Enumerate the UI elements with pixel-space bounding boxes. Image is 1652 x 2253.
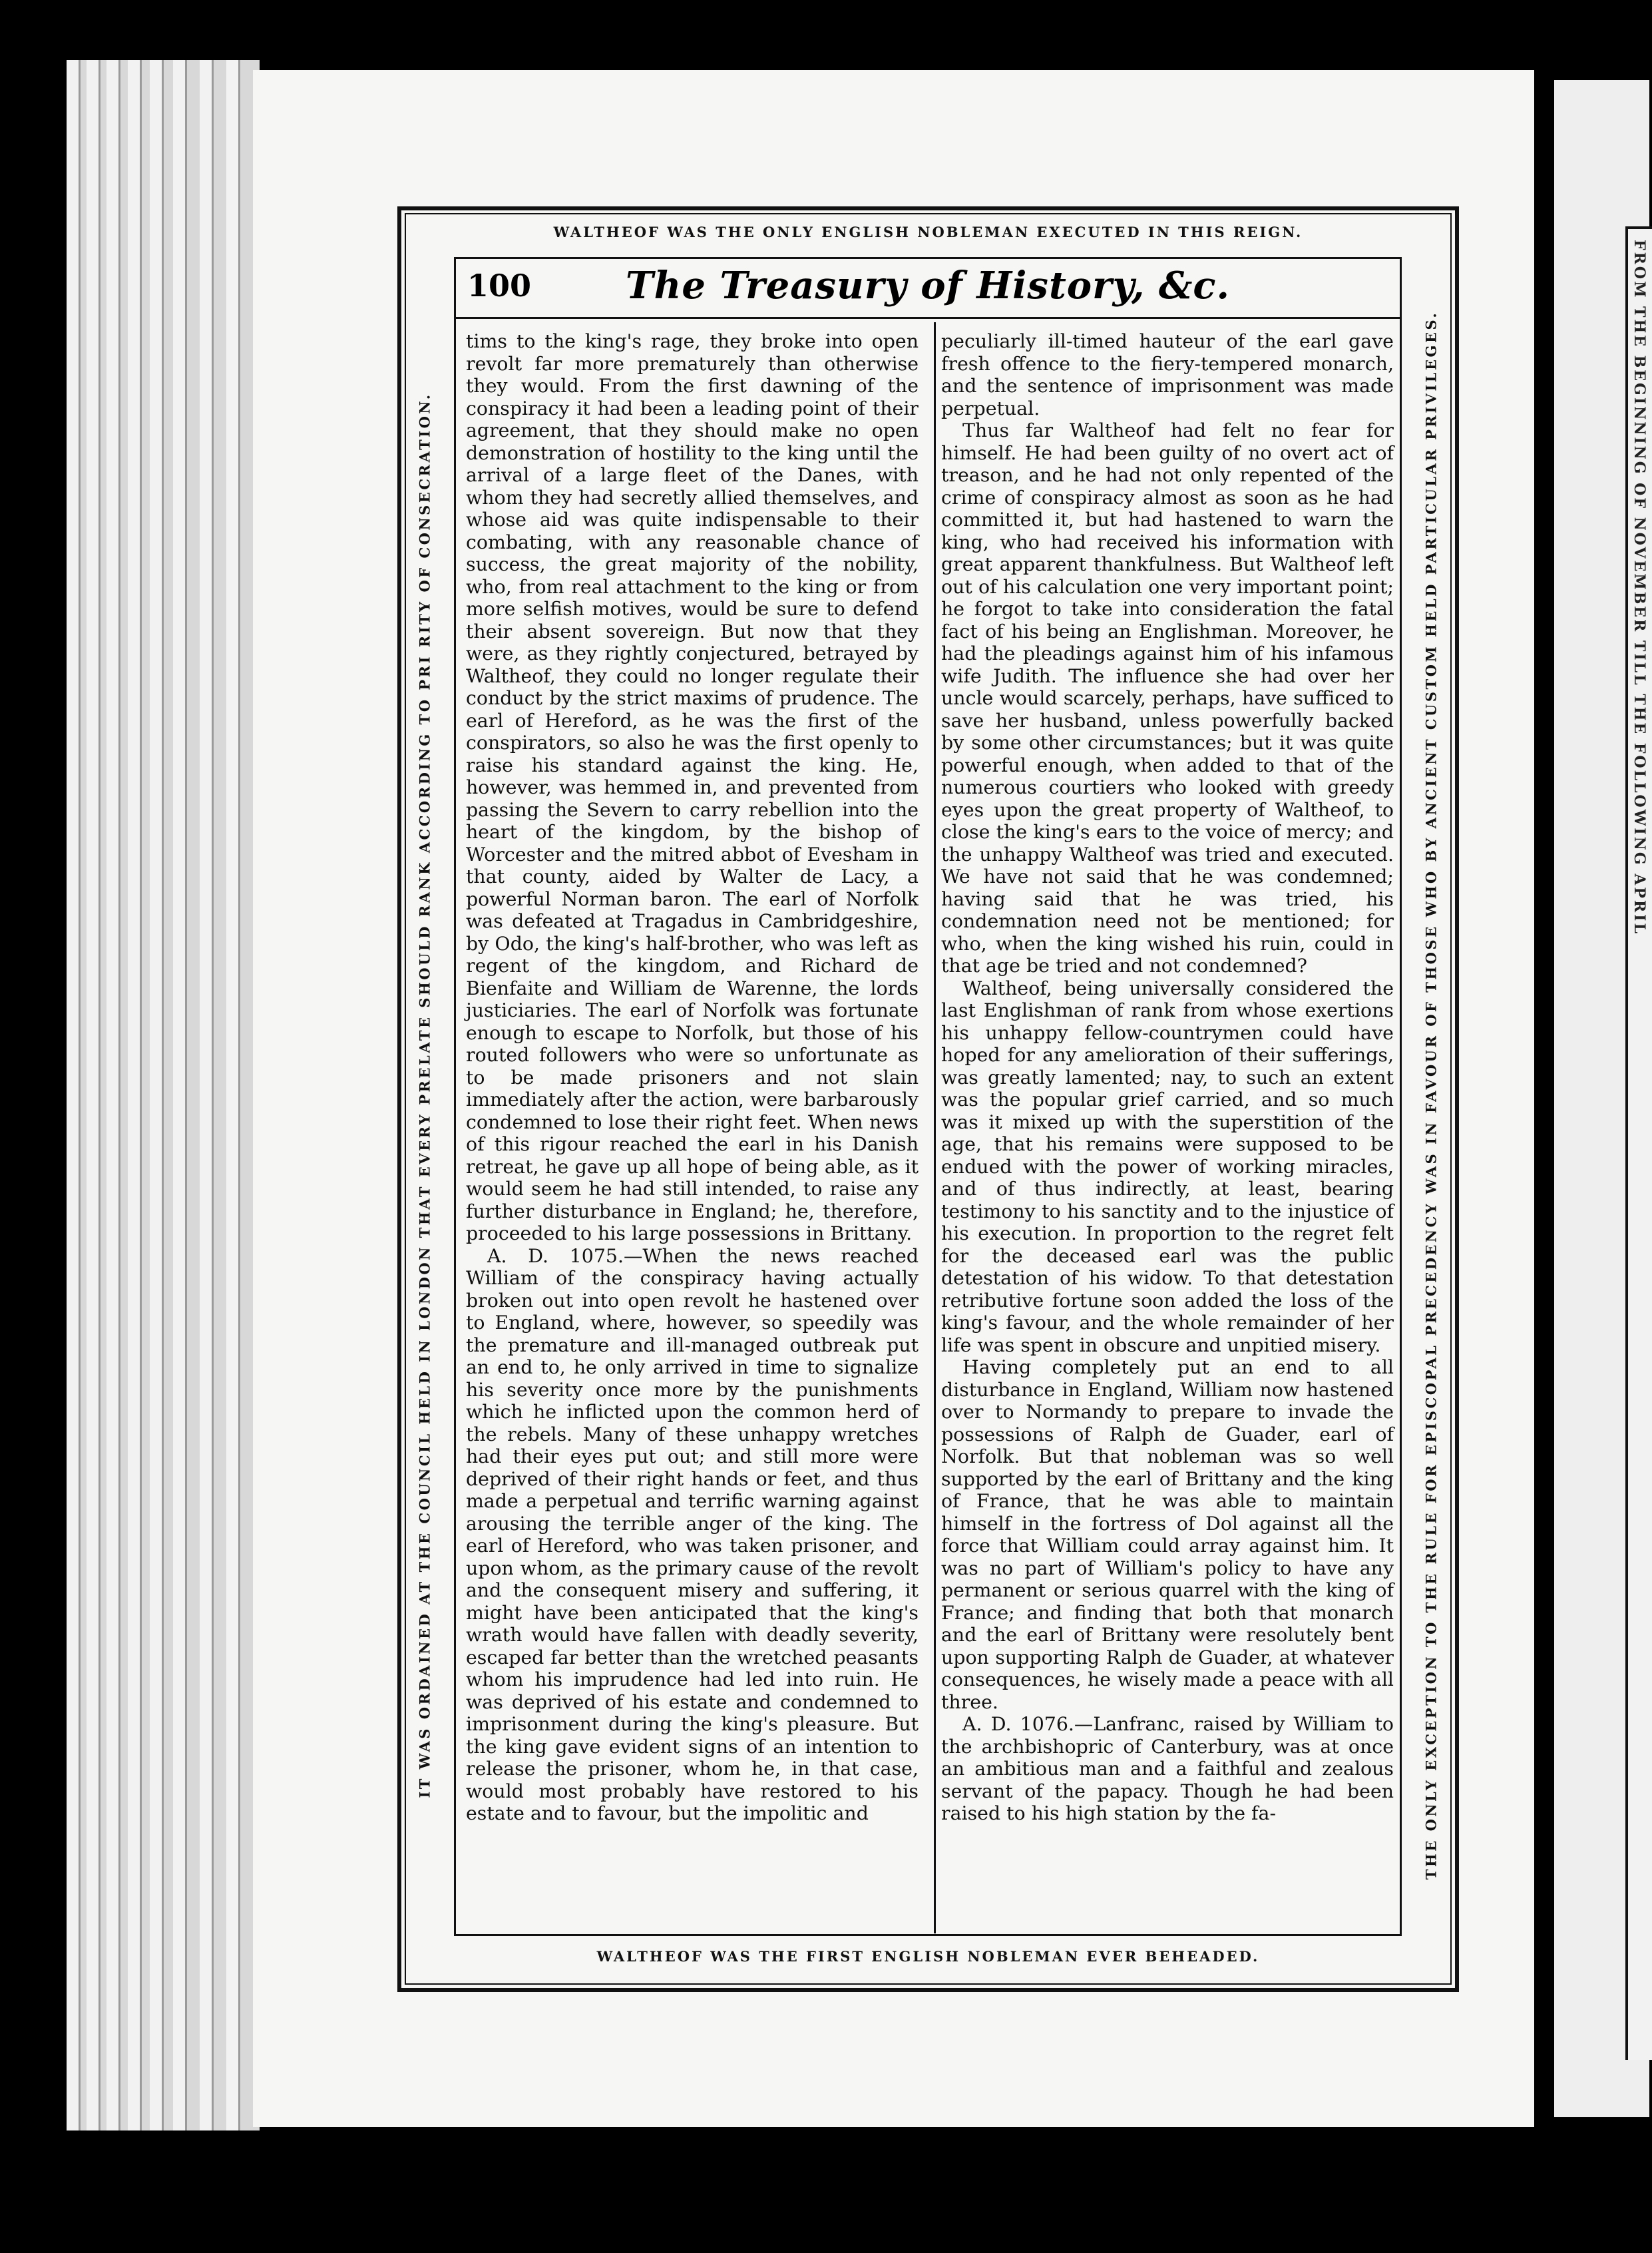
- paragraph: A. D. 1075.—When the news reached William of the conspiracy having actually broken out into open revolt he hastened over to England, where, however, so speedily was the premature and ill-managed outbreak put an end to, he only arrived in time to signalize his severity once more by the punishments which he inflicted upon the common herd of the rebels. Many of these unhappy wretches had their eyes put out; and still more were deprived of their right hands or feet, and thus made a perpetual and terrific warning against arousing the terrible anger of the king. The earl of Hereford, who was taken prisoner, and upon whom, as the primary cause of the revolt and the consequent misery and suffering, it might have been anticipated that the king's wrath would have fallen with deadly severity, escaped far better than the wretched peasants whom his imprudence had led into ruin. He was deprived of his estate and condemned to imprisonment during the king's pleasure. But the king gave evident signs of an intention to release the prisoner, whom he, in that case, would most probably have restored to his estate and to favour, but the impolitic and: [466, 1244, 919, 1824]
- paragraph: Thus far Waltheof had felt no fear for himself. He had been guilty of no overt act of treason, and he had not only repented of the crime of conspiracy almost as soon as he had committed it, but had hastened to warn the king, who had received his information with great apparent thankfulness. But Waltheof left out of his calculation one very important point; he forgot to take into consideration the fatal fact of his being an Englishman. Moreover, he had the pleadings against him of his infamous wife Judith. The influence she had over her uncle would scarcely, perhaps, have sufficed to save her husband, unless powerfully backed by some other circumstances; but it was quite powerful enough, when added to that of the numerous courtiers who looked with greedy eyes upon the great property of Waltheof, to close the king's ears to the voice of mercy; and the unhappy Waltheof was tried and executed. We have not said that he was condemned; having said that he was tried, his condemnation need not be mentioned; for who, when the king wished his ruin, could in that age be tried and not condemned?: [941, 419, 1394, 977]
- paragraph: A. D. 1076.—Lanfranc, raised by William to the archbishopric of Canterbury, was at once an ambitious man and a faithful and zealous servant of the papacy. Though he had been raised to his high station by the fa-: [941, 1713, 1394, 1824]
- left-column: [466, 330, 919, 1825]
- paragraph: tims to the king's rage, they broke into open revolt far more prematurely than otherwise they would. From the first dawning of the conspiracy it had been a leading point of their agreement, that they should make no open demonstration of hostility to the king until the arrival of a large fleet of the Danes, with whom they had secretly allied themselves, and whose aid was quite indispensable to their combating, with any reasonable chance of success, the great majority of the nobility, who, from real attachment to the king or from more selfish motives, would be sure to defend their absent sovereign. But now that they were, as they rightly conjectured, betrayed by Waltheof, they could no longer regulate their conduct by the strict maxims of prudence. The earl of Hereford, as he was the first of the conspirators, so also he was the first openly to raise his standard against the king. He, however, was hemmed in, and prevented from passing the Severn to carry rebellion into the heart of the kingdom, by the bishop of Worcester and the mitred abbot of Evesham in that county, aided by Walter de Lacy, a powerful Norman baron. The earl of Norfolk was defeated at Tragadus in Cambridgeshire, by Odo, the king's half-brother, who was left as regent of the kingdom, and Richard de Bienfaite and William de Warenne, the lords justiciaries. The earl of Norfolk was fortunate enough to escape to Norfolk, but those of his routed followers who were so unfortunate as to be made prisoners and not slain immediately after the action, were barbarously condemned to lose their right feet. When news of this rigour reached the earl in his Danish retreat, he gave up all hope of being able, as it would seem he had still intended, to raise any further disturbance in England; he, therefore, proceeded to his large possessions in Brittany.: [466, 330, 919, 1244]
- right-margin-note: THE ONLY EXCEPTION TO THE RULE FOR EPISCOPAL PRECEDENCY WAS IN FAVOUR OF THOSE WHO BY ANCIENT CUSTOM HELD PARTICULAR PRIVILEGES.: [1422, 310, 1440, 1880]
- running-footer: WALTHEOF WAS THE FIRST ENGLISH NOBLEMAN EVER BEHEADED.: [596, 1948, 1260, 1965]
- page-title: The Treasury of History, &c.: [625, 264, 1230, 308]
- running-header: WALTHEOF WAS THE ONLY ENGLISH NOBLEMAN EXECUTED IN THIS REIGN.: [553, 224, 1303, 240]
- paragraph: Waltheof, being universally considered the last Englishman of rank from whose exertions his unhappy fellow-countrymen could have hoped for any amelioration of their sufferings, was greatly lamented; nay, to such an extent was the popular grief carried, and so much was it mixed up with the superstition of the age, that his remains were supposed to be endued with the power of working miracles, and of thus indirectly, at least, bearing testimony to his sanctity and to the injustice of his execution. In proportion to the regret felt for the deceased earl was the public detestation of his widow. To that detestation retributive fortune soon added the loss of the king's favour, and the whole remainder of her life was spent in obscure and unpitied misery.: [941, 977, 1394, 1356]
- left-margin-note: IT WAS ORDAINED AT THE COUNCIL HELD IN LONDON THAT EVERY PRELATE SHOULD RANK ACCORDING TO PRI RITY OF CONSECRATION.: [416, 392, 433, 1798]
- column-divider: [934, 322, 936, 1933]
- facing-page-edge-text: FROM THE BEGINNING OF NOVEMBER TILL THE FOLLOWING APRIL: [1631, 240, 1648, 935]
- book-page-edges: [67, 60, 260, 2130]
- paragraph: peculiarly ill-timed hauteur of the earl gave fresh offence to the fiery-tempered monarch, and the sentence of imprisonment was made perpetual.: [941, 330, 1394, 419]
- header-rule: [454, 317, 1402, 319]
- paragraph: Having completely put an end to all disturbance in England, William now hastened over to Normandy to prepare to invade the possessions of Ralph de Guader, earl of Norfolk. But that nobleman was so well supported by the earl of Brittany and the king of France, that he was able to maintain himself in the fortress of Dol against all the force that William could array against him. It was no part of William's policy to have any permanent or serious quarrel with the king of France; and finding that both that monarch and the earl of Brittany were resolutely bent upon supporting Ralph de Guader, at whatever consequences, he wisely made a peace with all three.: [941, 1356, 1394, 1713]
- page-number: 100: [467, 268, 532, 304]
- page-header: [454, 261, 1402, 317]
- right-column: [941, 330, 1394, 1825]
